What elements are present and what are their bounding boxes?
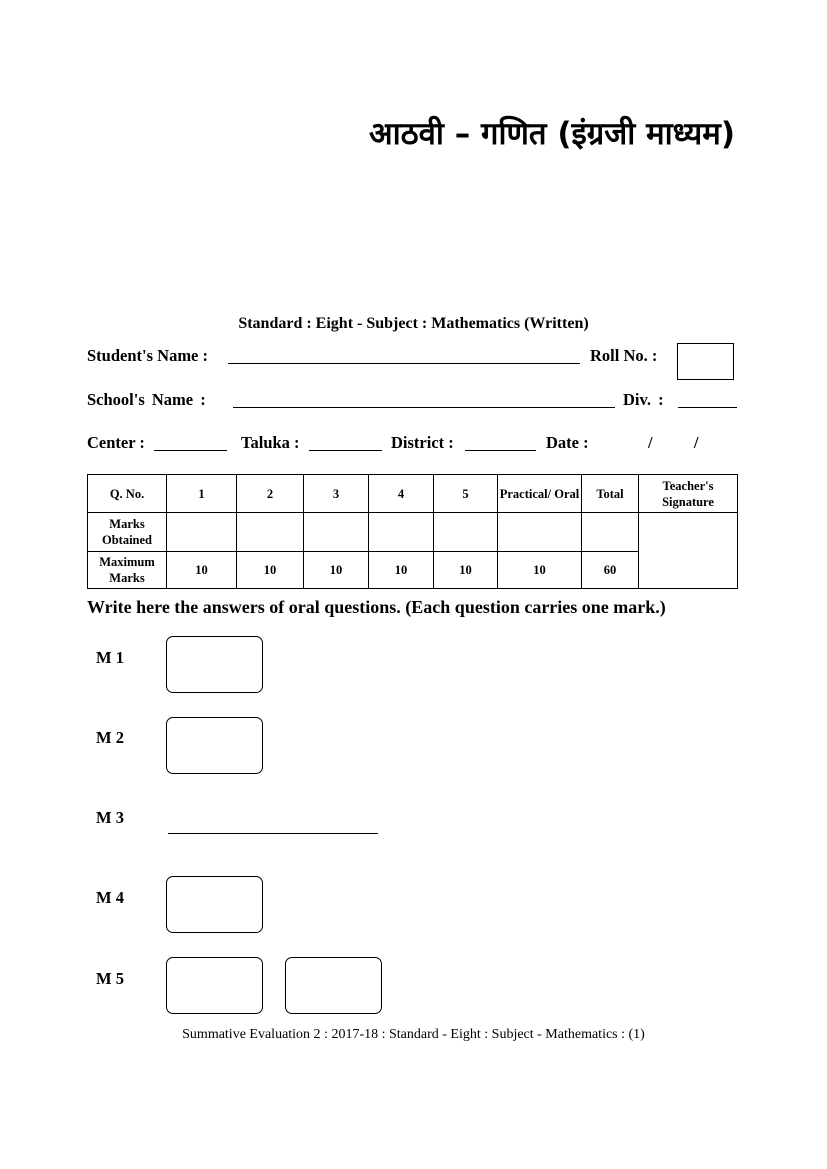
school-name-field[interactable] [233,407,615,408]
header-q4: 4 [369,475,434,513]
obtained-cell-q3[interactable] [304,513,369,552]
table-header-row [88,475,738,513]
answer-box-m2[interactable] [166,717,263,774]
location-row [87,429,737,459]
max-cell-q2: 10 [237,552,304,589]
oral-label-m4: M 4 [96,888,124,907]
answer-box-m5-second[interactable] [285,957,382,1014]
district-field[interactable] [465,450,536,451]
student-name-field[interactable] [228,363,580,364]
header-total: Total [582,475,639,513]
maximum-marks-label: Maximum Marks [88,552,167,589]
oral-label-m1: M 1 [96,648,124,667]
answer-line-m3[interactable] [168,833,378,834]
header-q5: 5 [434,475,498,513]
school-name-label: School's Name : [87,390,206,409]
obtained-cell-q4[interactable] [369,513,434,552]
oral-label-m2: M 2 [96,728,124,747]
header-q2: 2 [237,475,304,513]
roll-no-label: Roll No. : [590,346,658,365]
date-label: Date : [546,433,589,452]
marks-obtained-label: Marks Obtained [88,513,167,552]
max-cell-q4: 10 [369,552,434,589]
div-label: Div. : [623,390,664,409]
answer-box-m5-first[interactable] [166,957,263,1014]
teacher-signature-cell[interactable] [639,513,738,589]
marks-obtained-row [88,513,738,552]
max-cell-q1: 10 [167,552,237,589]
obtained-cell-practical[interactable] [498,513,582,552]
marks-table [87,474,738,589]
header-q3: 3 [304,475,369,513]
subject-heading: Standard : Eight - Subject : Mathematics (Written) [238,315,589,332]
max-cell-q5: 10 [434,552,498,589]
header-qno: Q. No. [88,475,167,513]
obtained-cell-q2[interactable] [237,513,304,552]
header-teacher-signature: Teacher's Signature [639,475,738,513]
max-cell-total: 60 [582,552,639,589]
date-separators: / / [648,433,699,452]
student-name-row [87,342,737,372]
obtained-cell-total[interactable] [582,513,639,552]
div-field[interactable] [678,407,737,408]
center-field[interactable] [154,450,227,451]
header-practical-oral: Practical/ Oral [498,475,582,513]
header-q1: 1 [167,475,237,513]
school-name-row [87,386,737,416]
oral-label-m5: M 5 [96,969,124,988]
answer-box-m4[interactable] [166,876,263,933]
roll-no-box[interactable] [677,343,734,380]
taluka-field[interactable] [309,450,382,451]
oral-instruction: Write here the answers of oral questions. (Each question carries one mark.) [87,597,666,617]
student-name-label: Student's Name : [87,346,209,365]
taluka-label: Taluka : [241,433,300,452]
obtained-cell-q1[interactable] [167,513,237,552]
oral-label-m3: M 3 [96,808,124,827]
max-cell-q3: 10 [304,552,369,589]
center-label: Center : [87,433,145,452]
obtained-cell-q5[interactable] [434,513,498,552]
max-cell-practical: 10 [498,552,582,589]
page-title: आठवी – गणित (इंग्रजी माध्यम) [368,116,735,152]
answer-box-m1[interactable] [166,636,263,693]
page-footer: Summative Evaluation 2 : 2017-18 : Standard - Eight : Subject - Mathematics : (1) [182,1027,645,1042]
district-label: District : [391,433,454,452]
